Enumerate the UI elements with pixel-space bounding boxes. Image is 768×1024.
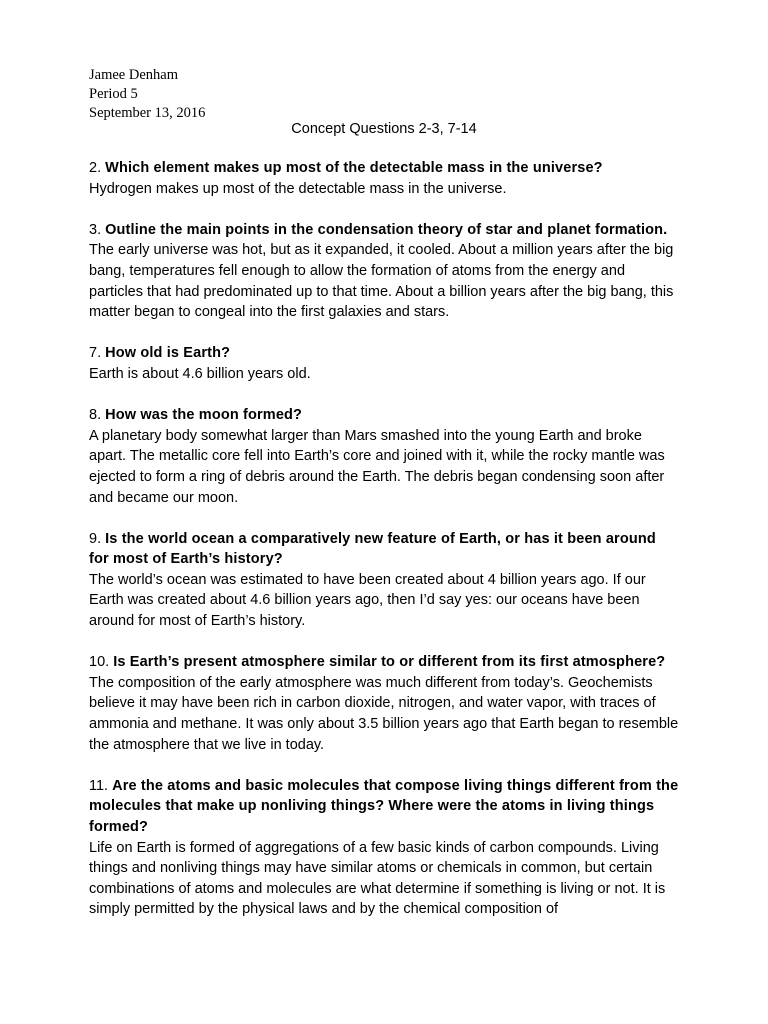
question-prompt: Outline the main points in the condensation theory of star and planet formation. xyxy=(105,221,668,238)
question-prompt: How old is Earth? xyxy=(105,345,231,362)
question-text xyxy=(89,776,679,838)
question-block-7 xyxy=(89,343,679,384)
question-text xyxy=(89,158,679,179)
document-header xyxy=(89,66,205,123)
question-text xyxy=(89,220,679,241)
question-prompt: Is Earth’s present atmosphere similar to or different from its first atmosphere? xyxy=(113,654,666,671)
question-block-9 xyxy=(89,529,679,632)
question-number: 10. xyxy=(89,654,114,671)
question-number: 11. xyxy=(89,777,113,794)
answer-text: The composition of the early atmosphere was much different from today’s. Geochemists believe it may have been rich in carbon dioxide, nitrogen, and water vapor, with traces of ammonia and methane. It was only about 3.5 billion years ago that Earth began to resemble the atmosphere that we live in today. xyxy=(89,674,679,753)
question-text xyxy=(89,343,679,364)
question-number: 2. xyxy=(89,160,106,176)
question-text xyxy=(89,529,679,570)
question-block-8 xyxy=(89,405,679,508)
question-prompt: Is the world ocean a comparatively new feature of Earth, or has it been around for most of Earth’s history? xyxy=(89,530,656,568)
document-date: September 13, 2016 xyxy=(89,105,206,121)
question-number: 3. xyxy=(89,221,106,238)
answer-text: The world’s ocean was estimated to have been created about 4 billion years ago. If our Earth was created about 4.6 billion years ago, then I’d say yes: our oceans have been around for most of Earth’s history. xyxy=(89,571,646,630)
answer-text: Earth is about 4.6 billion years old. xyxy=(89,365,311,382)
question-number: 8. xyxy=(89,407,106,424)
question-block-3 xyxy=(89,220,679,323)
question-text xyxy=(89,405,679,426)
question-block-10 xyxy=(89,652,679,755)
question-block-11 xyxy=(89,776,679,920)
question-text xyxy=(89,652,679,673)
class-period: Period 5 xyxy=(89,86,138,102)
answer-text: Hydrogen makes up most of the detectable mass in the universe. xyxy=(89,180,507,197)
questions-body xyxy=(89,158,679,941)
question-block-2 xyxy=(89,158,679,199)
question-prompt: Are the atoms and basic molecules that compose living things different from the molecules that make up nonliving things? Where were the atoms in living things formed? xyxy=(89,777,679,835)
student-name: Jamee Denham xyxy=(89,67,178,83)
answer-text: Life on Earth is formed of aggregations of a few basic kinds of carbon compounds. Living things and nonliving things may have similar atoms or chemicals in common, but certain combinations of atoms and molecules are what determine if something is living or not. It is simply permitted by the physical laws and by the chemical composition of xyxy=(89,839,666,918)
question-number: 7. xyxy=(89,345,106,362)
question-prompt: How was the moon formed? xyxy=(105,407,303,424)
document-title: Concept Questions 2-3, 7-14 xyxy=(291,121,477,137)
question-number: 9. xyxy=(89,530,106,547)
question-prompt: Which element makes up most of the detectable mass in the universe? xyxy=(105,160,603,176)
answer-text: A planetary body somewhat larger than Mars smashed into the young Earth and broke apart. The metallic core fell into Earth’s core and joined with it, while the rocky mantle was ejected to form a ring of debris around the Earth. The debris began condensing soon after and became our moon. xyxy=(89,427,665,506)
answer-text: The early universe was hot, but as it expanded, it cooled. About a million years after the big bang, temperatures fell enough to allow the formation of atoms from the energy and particles that had predominated up to that time. About a billion years after the big bang, this matter began to congeal into the first galaxies and stars. xyxy=(89,242,674,321)
